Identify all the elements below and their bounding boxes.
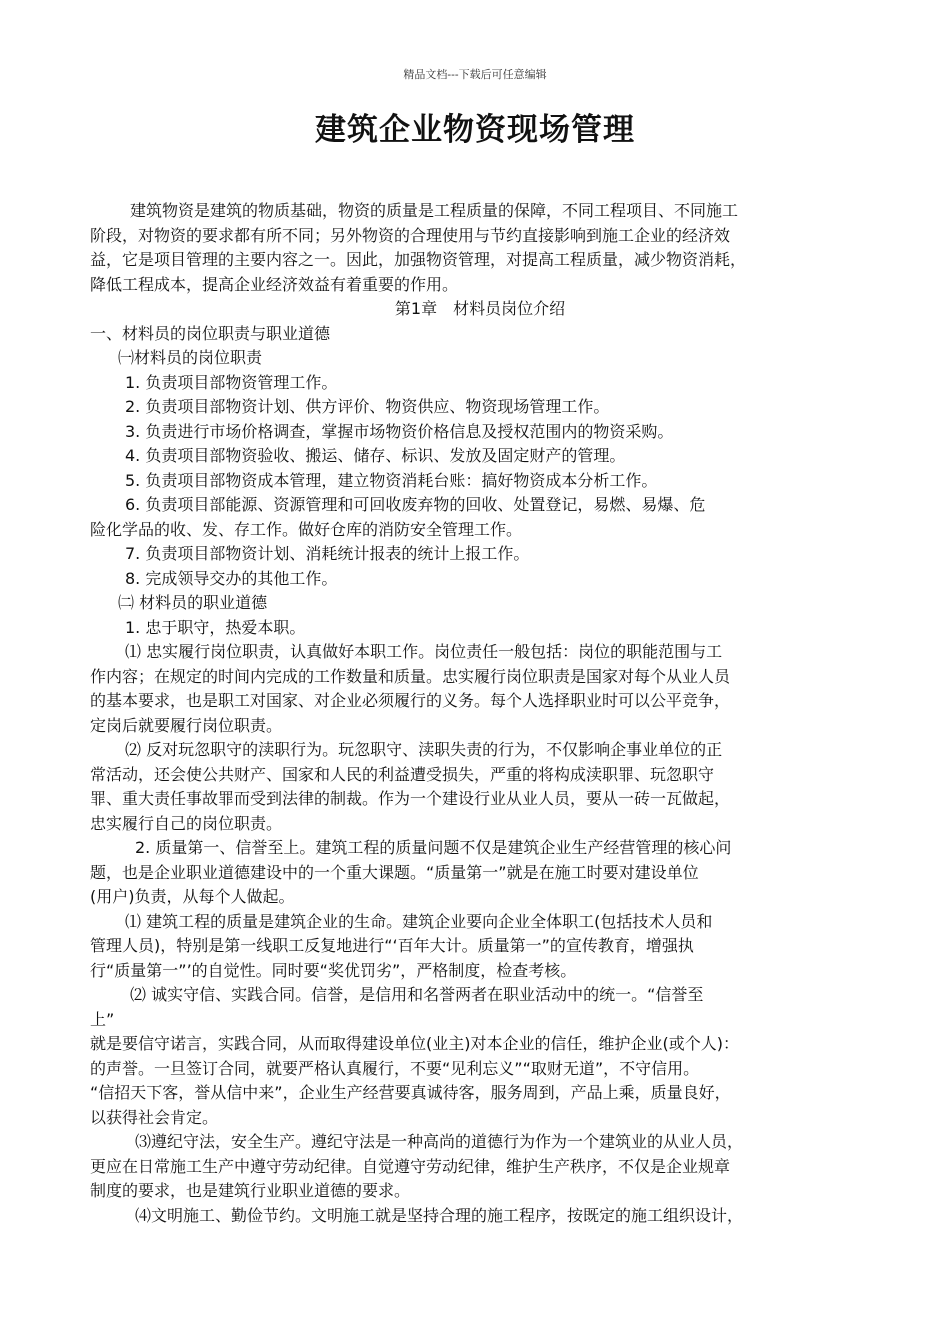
text-line: 就是要信守诺言，实践合同，从而取得建设单位(业主)对本企业的信任，维护企业(或个人)： — [90, 1034, 739, 1053]
text-line: ㈡ 材料员的职业道德 — [118, 593, 268, 612]
text-line: 一、材料员的岗位职责与职业道德 — [90, 323, 331, 343]
text-line: 1. 忠于职守，热爱本职。 — [125, 617, 306, 637]
text-line: 2. 质量第一、信誉至上。建筑工程的质量问题不仅是建筑企业生产经营管理的核心问 — [135, 838, 732, 857]
text-line: 降低工程成本，提高企业经济效益有着重要的作用。 — [90, 274, 459, 294]
text-line: 题，也是企业职业道德建设中的一个重大课题。“质量第一”就是在施工时要对建设单位 — [90, 862, 699, 882]
text-line: 常活动，还会使公共财产、国家和人民的利益遭受损失，严重的将构成渎职罪、玩忽职守 — [90, 764, 715, 784]
text-line: 7. 负责项目部物资计划、消耗统计报表的统计上报工作。 — [125, 544, 530, 563]
text-line: ⑴ 忠实履行岗位职责，认真做好本职工作。岗位责任一般包括：岗位的职能范围与工 — [125, 642, 723, 661]
text-line: 更应在日常施工生产中遵守劳动纪律。自觉遵守劳动纪律，维护生产秩序，不仅是企业规章 — [90, 1156, 731, 1176]
text-line: 行“质量第一”’的自觉性。同时要“奖优罚劣”，严格制度，检查考核。 — [90, 960, 577, 980]
text-line: (用户)负责，从每个人做起。 — [90, 887, 295, 906]
text-line: “信招天下客，誉从信中来”，企业生产经营要真诚待客，服务周到，产品上乘，质量良好， — [90, 1083, 731, 1102]
text-line: 作内容；在规定的时间内完成的工作数量和质量。忠实履行岗位职责是国家对每个从业人员 — [90, 666, 731, 686]
text-line: 1. 负责项目部物资管理工作。 — [125, 372, 338, 392]
text-line: ⑵ 反对玩忽职守的渎职行为。玩忽职守、渎职失责的行为，不仅影响企事业单位的正 — [125, 740, 723, 759]
text-line: 的声誉。一旦签订合同，就要严格认真履行，不要“见利忘义”“取财无道”，不守信用。 — [90, 1058, 700, 1078]
text-line: 益，它是项目管理的主要内容之一。因此，加强物资管理，对提高工程质量，减少物资消耗， — [90, 250, 747, 269]
chapter-heading: 第1章 材料员岗位介绍 — [394, 299, 566, 318]
text-line: ⑷文明施工、勤俭节约。文明施工就是坚持合理的施工程序，按既定的施工组织设计， — [135, 1205, 744, 1225]
text-line: 4. 负责项目部物资验收、搬运、储存、标识、发放及固定财产的管理。 — [125, 446, 626, 465]
text-line: 阶段，对物资的要求都有所不同；另外物资的合理使用与节约直接影响到施工企业的经济效 — [90, 225, 731, 245]
text-line: 制度的要求，也是建筑行业职业道德的要求。 — [90, 1181, 411, 1200]
text-line: 8. 完成领导交办的其他工作。 — [125, 568, 338, 588]
text-line: ⑴ 建筑工程的质量是建筑企业的生命。建筑企业要向企业全体职工(包括技术人员和 — [125, 911, 713, 931]
text-line: ㈠材料员的岗位职责 — [118, 348, 263, 367]
text-line: ⑵ 诚实守信、实践合同。信誉，是信用和名誉两者在职业活动中的统一。“信誉至 — [130, 985, 704, 1004]
text-line: 管理人员)，特别是第一线职工反复地进行“‘百年大计。质量第一”的宣传教育，增强执 — [90, 936, 694, 955]
text-line: 5. 负责项目部物资成本管理，建立物资消耗台账：搞好物资成本分析工作。 — [125, 470, 658, 490]
text-line: 定岗后就要履行岗位职责。 — [90, 715, 283, 735]
text-line: 建筑物资是建筑的物质基础，物资的质量是工程质量的保障，不同工程项目、不同施工 — [130, 201, 739, 220]
text-line: 2. 负责项目部物资计划、供方评价、物资供应、物资现场管理工作。 — [125, 397, 610, 416]
document-title: 建筑企业物资现场管理 — [315, 112, 635, 148]
text-line: 上” — [90, 1009, 115, 1029]
text-line: 以获得社会肯定。 — [90, 1107, 219, 1127]
text-line: 的基本要求，也是职工对国家、对企业必须履行的义务。每个人选择职业时可以公平竞争， — [90, 691, 731, 710]
text-line: 忠实履行自己的岗位职责。 — [90, 813, 283, 833]
text-line: 3. 负责进行市场价格调查，掌握市场物资价格信息及授权范围内的物资采购。 — [125, 421, 674, 441]
header-watermark: 精品文档---下载后可任意编辑 — [403, 68, 547, 81]
text-line: ⑶遵纪守法，安全生产。遵纪守法是一种高尚的道德行为作为一个建筑业的从业人员， — [135, 1132, 744, 1151]
text-line: 险化学品的收、发、存工作。做好仓库的消防安全管理工作。 — [90, 519, 523, 539]
text-line: 6. 负责项目部能源、资源管理和可回收废弃物的回收、处置登记，易燃、易爆、危 — [125, 495, 706, 514]
document-body — [90, 199, 870, 1228]
text-line: 罪、重大责任事故罪而受到法律的制裁。作为一个建设行业从业人员，要从一砖一瓦做起， — [90, 789, 731, 808]
